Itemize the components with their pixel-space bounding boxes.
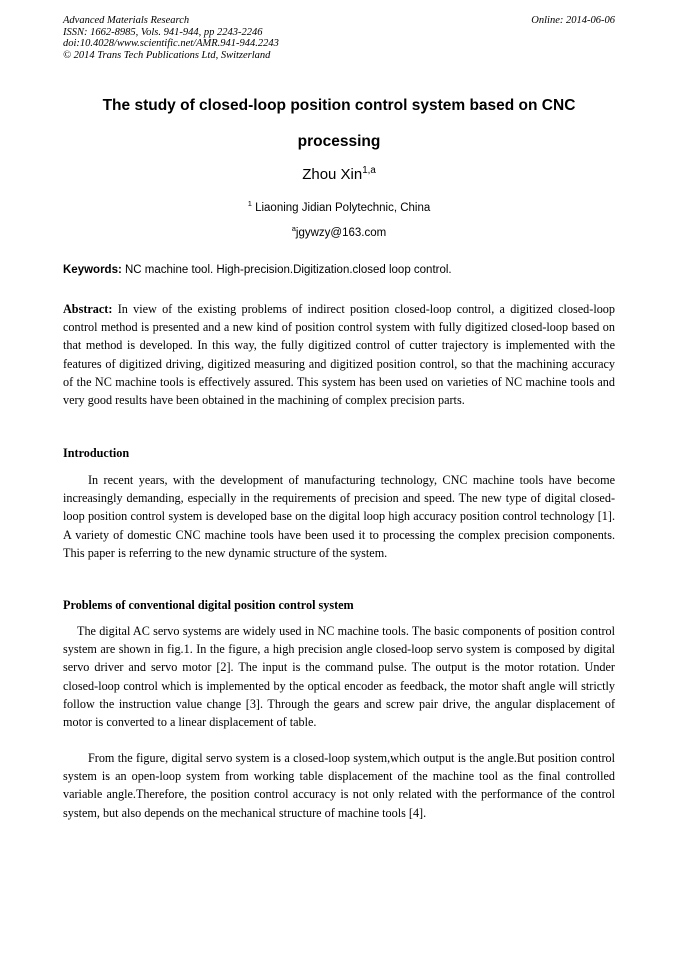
keywords: [63, 264, 615, 276]
online-date: Online: 2014-06-06: [531, 15, 615, 26]
journal-header: [63, 15, 279, 61]
problems-paragraph-2: From the figure, digital servo system is a closed-loop system,which output is the angle.But position control system is an open-loop system from working table displacement of the machine tool as the final controlled variable angle.Therefore, the position control accuracy is not only related with the performance of the control system, but also depends on the mechanical structure of machine tools [4].: [63, 751, 615, 820]
abstract-label: Abstract:: [63, 302, 113, 316]
email-line: [63, 224, 615, 239]
abstract: [63, 300, 615, 409]
email-mark: a: [291, 224, 296, 234]
keywords-label: Keywords:: [63, 264, 122, 276]
affiliation-mark: 1: [247, 199, 252, 209]
introduction-paragraph: In recent years, with the development of manufacturing technology, CNC machine tools have become increasingly demanding, especially in the requirements of precision and speed. The new type of digital closed-loop position control system is developed base on the digital loop high accuracy position control technology [1]. A variety of domestic CNC machine tools have been used it to processing the complex precision components. This paper is referring to the new dynamic structure of the system.: [63, 473, 615, 560]
problems-paragraph-1: The digital AC servo systems are widely used in NC machine tools. The basic components of position control system are shown in fig.1. In the figure, a high precision angle closed-loop servo system is composed by digital servo driver and servo motor [2]. The input is the command pulse. The output is the motor rotation. Under closed-loop control which is implemented by the optical encoder as feedback, the motor shaft angle will strictly follow the instruction value change [3]. Through the gears and screw pair drive, the angular displacement of motor is converted to a linear displacement of table.: [63, 624, 615, 730]
abstract-text: In view of the existing problems of indirect position closed-loop control, a digitized closed-loop control method is presented and a new kind of position control system with fully digitized closed-loop based on that method is developed. In this way, the fully digitized control of cutter trajectory is implemented with the features of digitized driving, digitized measuring and digitized position control, so that the machining accuracy of the NC machine tools is effectively assured. This system has been used on varieties of NC machine tools and very good results have been obtained in the machining of complex precision parts.: [63, 302, 615, 408]
author-affiliation-mark: 1,a: [362, 165, 376, 176]
author-name: Zhou Xin: [302, 166, 363, 183]
email-address[interactable]: jgywzy@163.com: [295, 227, 387, 239]
keywords-text: NC machine tool. High-precision.Digitization.closed loop control.: [121, 264, 452, 276]
issn-line: ISSN: 1662-8985, Vols. 941-944, pp 2243-2246: [63, 26, 263, 38]
introduction-heading: Introduction: [63, 446, 130, 460]
doi-line: doi:10.4028/www.scientific.net/AMR.941-944.2243: [63, 38, 279, 50]
affiliation: [63, 199, 615, 214]
affiliation-text: Liaoning Jidian Polytechnic, China: [251, 202, 431, 214]
author-line: [63, 166, 615, 183]
paper-title: [63, 88, 615, 160]
journal-name: Advanced Materials Research: [63, 15, 190, 26]
title-line-2: processing: [297, 133, 381, 150]
title-line-1: The study of closed-loop position control system based on CNC: [102, 97, 576, 114]
problems-heading: Problems of conventional digital position control system: [63, 598, 354, 612]
copyright-line: © 2014 Trans Tech Publications Ltd, Switzerland: [63, 49, 271, 61]
